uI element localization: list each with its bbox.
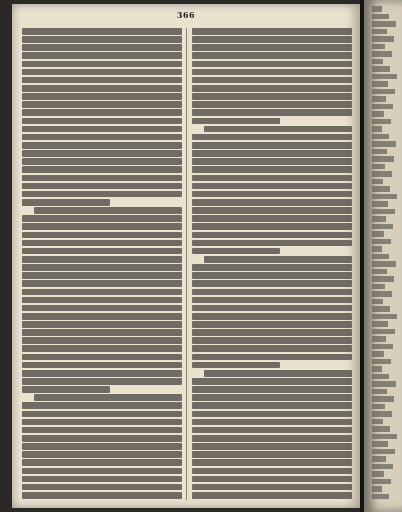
text-line — [22, 264, 182, 271]
text-column-right — [192, 28, 352, 500]
text-line — [192, 443, 352, 450]
facing-text-fragment — [372, 209, 395, 215]
text-line — [34, 394, 182, 401]
facing-text-fragment — [372, 464, 393, 470]
text-line — [192, 69, 352, 76]
text-line — [22, 305, 182, 312]
text-line — [22, 289, 182, 296]
facing-text-fragment — [372, 254, 389, 260]
facing-text-fragment — [372, 6, 382, 12]
facing-text-fragment — [372, 171, 392, 177]
facing-text-fragment — [372, 284, 385, 290]
facing-text-fragment — [372, 359, 391, 365]
text-line — [22, 77, 182, 84]
facing-text-fragment — [372, 449, 395, 455]
facing-text-fragment — [372, 51, 392, 57]
text-line — [192, 435, 352, 442]
text-line — [22, 199, 110, 206]
facing-text-fragment — [372, 366, 382, 372]
facing-text-fragment — [372, 231, 384, 237]
facing-text-fragment — [372, 291, 392, 297]
facing-text-fragment — [372, 314, 397, 320]
text-line — [192, 419, 352, 426]
text-line — [192, 394, 352, 401]
text-line — [22, 240, 182, 247]
facing-text-fragment — [372, 441, 388, 447]
text-line — [22, 52, 182, 59]
text-line — [22, 492, 182, 499]
facing-text-fragment — [372, 89, 395, 95]
text-line — [22, 484, 182, 491]
facing-text-fragment — [372, 134, 389, 140]
text-line — [22, 386, 110, 393]
facing-text-fragment — [372, 381, 396, 387]
text-line — [22, 402, 182, 409]
facing-text-fragment — [372, 426, 390, 432]
facing-text-fragment — [372, 321, 388, 327]
facing-text-fragment — [372, 119, 391, 125]
text-line — [22, 126, 182, 133]
facing-text-fragment — [372, 246, 382, 252]
text-line — [192, 28, 352, 35]
text-line — [22, 158, 182, 165]
facing-text-fragment — [372, 14, 389, 20]
facing-text-fragment — [372, 186, 390, 192]
text-line — [22, 427, 182, 434]
text-line — [22, 362, 182, 369]
text-line — [192, 61, 352, 68]
text-line — [22, 215, 182, 222]
text-line — [22, 272, 182, 279]
text-line — [22, 419, 182, 426]
text-line — [22, 134, 182, 141]
facing-text-fragment — [372, 59, 383, 65]
text-line — [22, 223, 182, 230]
text-line — [22, 476, 182, 483]
text-line — [22, 142, 182, 149]
text-line — [192, 305, 352, 312]
text-line — [22, 69, 182, 76]
facing-text-fragment — [372, 351, 384, 357]
text-line — [192, 280, 352, 287]
facing-text-fragment — [372, 164, 385, 170]
facing-text-fragment — [372, 276, 394, 282]
text-line — [22, 411, 182, 418]
text-line — [192, 215, 352, 222]
text-line — [192, 411, 352, 418]
book-page — [12, 4, 360, 508]
text-line — [22, 183, 182, 190]
facing-text-fragment — [372, 126, 382, 132]
text-line — [192, 142, 352, 149]
text-line — [192, 297, 352, 304]
text-line — [22, 297, 182, 304]
text-line — [192, 77, 352, 84]
text-line — [192, 362, 280, 369]
text-line — [22, 61, 182, 68]
text-line — [34, 207, 182, 214]
text-line — [192, 468, 352, 475]
text-line — [192, 207, 352, 214]
text-line — [22, 44, 182, 51]
text-line — [22, 459, 182, 466]
text-line — [192, 175, 352, 182]
text-line — [192, 240, 352, 247]
text-line — [192, 354, 352, 361]
text-line — [192, 289, 352, 296]
text-line — [22, 329, 182, 336]
facing-text-fragment — [372, 299, 383, 305]
facing-text-fragment — [372, 111, 384, 117]
text-line — [22, 354, 182, 361]
text-line — [192, 345, 352, 352]
facing-text-fragment — [372, 194, 397, 200]
text-line — [192, 402, 352, 409]
text-line — [22, 118, 182, 125]
facing-text-fragment — [372, 81, 388, 87]
text-line — [192, 52, 352, 59]
text-line — [22, 256, 182, 263]
text-line — [192, 476, 352, 483]
facing-text-fragment — [372, 374, 389, 380]
facing-page-edge — [364, 0, 402, 512]
text-line — [22, 321, 182, 328]
text-line — [22, 443, 182, 450]
facing-text-fragment — [372, 456, 386, 462]
facing-text-fragment — [372, 419, 383, 425]
text-line — [192, 101, 352, 108]
text-line — [192, 183, 352, 190]
text-line — [22, 370, 182, 377]
facing-text-fragment — [372, 261, 396, 267]
text-line — [192, 93, 352, 100]
text-line — [192, 321, 352, 328]
facing-text-fragment — [372, 149, 387, 155]
text-line — [22, 191, 182, 198]
text-line — [192, 232, 352, 239]
text-line — [22, 150, 182, 157]
text-line — [22, 101, 182, 108]
facing-text-fragment — [372, 486, 382, 492]
facing-text-fragment — [372, 404, 385, 410]
facing-text-fragment — [372, 411, 392, 417]
text-line — [192, 150, 352, 157]
text-line — [192, 166, 352, 173]
facing-text-fragment — [372, 494, 389, 500]
text-line — [192, 329, 352, 336]
text-line — [192, 158, 352, 165]
text-line — [192, 313, 352, 320]
facing-text-fragment — [372, 336, 386, 342]
text-line — [192, 109, 352, 116]
text-line — [22, 345, 182, 352]
text-line — [192, 459, 352, 466]
facing-text-fragment — [372, 434, 397, 440]
text-line — [192, 134, 352, 141]
facing-text-fragment — [372, 74, 397, 80]
facing-text-fragment — [372, 344, 393, 350]
facing-text-fragment — [372, 389, 387, 395]
text-line — [192, 386, 352, 393]
facing-text-fragment — [372, 269, 387, 275]
facing-text-fragment — [372, 224, 393, 230]
text-line — [192, 451, 352, 458]
text-line — [192, 85, 352, 92]
text-line — [192, 337, 352, 344]
text-column-left — [22, 28, 182, 500]
facing-text-fragment — [372, 104, 393, 110]
text-line — [22, 36, 182, 43]
facing-text-fragment — [372, 179, 383, 185]
text-line — [22, 451, 182, 458]
text-line — [22, 378, 182, 385]
page-number: 366 — [176, 10, 196, 20]
text-line — [204, 370, 352, 377]
text-line — [204, 256, 352, 263]
column-divider — [186, 28, 187, 500]
text-line — [22, 435, 182, 442]
text-line — [22, 28, 182, 35]
text-line — [22, 109, 182, 116]
facing-text-fragment — [372, 239, 391, 245]
facing-text-fragment — [372, 396, 394, 402]
text-line — [22, 313, 182, 320]
text-line — [192, 272, 352, 279]
facing-text-fragment — [372, 96, 386, 102]
facing-text-fragment — [372, 479, 391, 485]
facing-text-fragment — [372, 471, 384, 477]
text-line — [192, 118, 280, 125]
facing-text-fragment — [372, 329, 395, 335]
facing-text-fragment — [372, 201, 388, 207]
text-line — [192, 36, 352, 43]
text-line — [192, 223, 352, 230]
facing-text-fragment — [372, 141, 396, 147]
text-line — [192, 248, 280, 255]
text-line — [192, 492, 352, 499]
text-line — [22, 248, 182, 255]
facing-text-fragment — [372, 156, 394, 162]
facing-text-fragment — [372, 66, 390, 72]
text-line — [192, 199, 352, 206]
text-line — [22, 468, 182, 475]
facing-text-fragment — [372, 44, 385, 50]
facing-text-fragment — [372, 29, 387, 35]
text-line — [192, 44, 352, 51]
facing-text-fragment — [372, 216, 386, 222]
text-line — [192, 427, 352, 434]
facing-text-fragment — [372, 306, 390, 312]
text-line — [22, 280, 182, 287]
text-line — [22, 85, 182, 92]
text-line — [22, 175, 182, 182]
text-line — [22, 232, 182, 239]
facing-text-fragment — [372, 21, 396, 27]
text-line — [22, 93, 182, 100]
text-line — [192, 378, 352, 385]
text-line — [192, 191, 352, 198]
facing-text-fragment — [372, 36, 394, 42]
text-line — [22, 166, 182, 173]
text-line — [192, 264, 352, 271]
text-line — [22, 337, 182, 344]
text-line — [204, 126, 352, 133]
text-line — [192, 484, 352, 491]
